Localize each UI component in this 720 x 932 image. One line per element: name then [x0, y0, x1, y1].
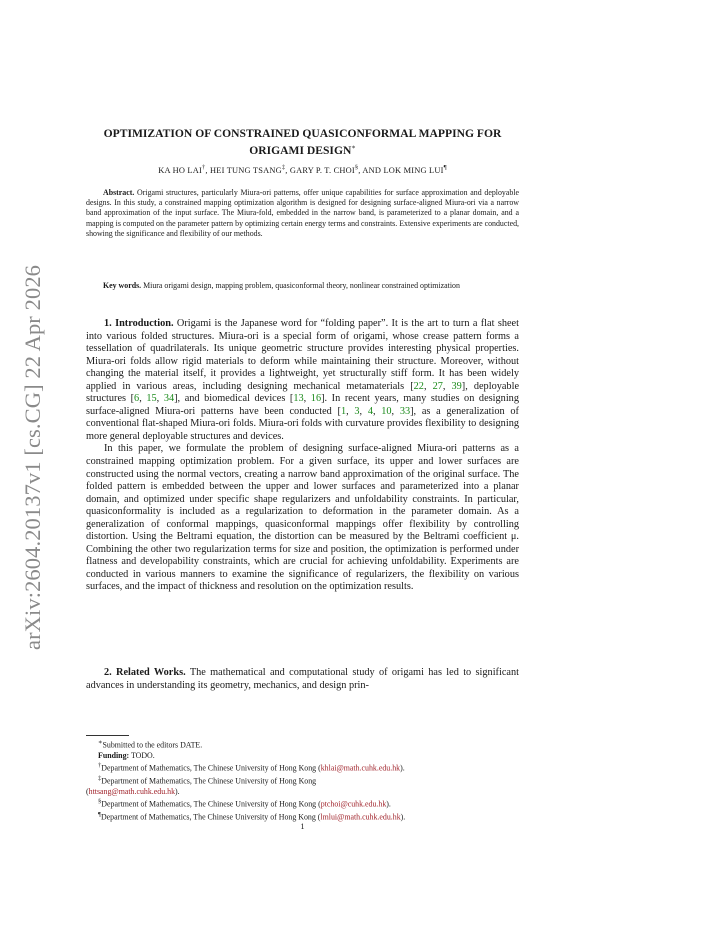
footnote-mark: ∗ [98, 739, 103, 746]
intro-text: ]. In recent years, many studies on designing surface-aligned Miura-ori patterns have been conducted [ [86, 393, 519, 417]
intro-text: ], deployable structures [ [86, 380, 520, 405]
citation-link[interactable]: 22 [413, 380, 424, 392]
author-name: LOK MING LUI [383, 165, 444, 175]
citation-link[interactable]: 10 [381, 405, 392, 417]
footnote-text: Department of Mathematics, The Chinese University of Hong Kong [101, 776, 317, 786]
author-name: HEI TUNG TSANG [210, 165, 282, 175]
citation-link[interactable]: 4 [367, 405, 373, 417]
section-heading: 2. Related Works. [104, 667, 186, 678]
footnote-text: Submitted to the editors DATE. [102, 740, 203, 750]
citation-link[interactable]: 3 [354, 405, 360, 417]
intro-paragraph-2: In this paper, we formulate the problem of designing surface-aligned Miura-ori patterns as a constrained mapping optimization problem. For a given surface, its upper and lower surfaces are constructed using the normal vectors, creating a narrow band approximation of the original surface. The folded pattern is embedded between the upper and lower surfaces and parameterized into a planar domain, and optimized under specific shape regularizers and unfoldability constraints. In particular, quasiconformality is included as a regularization to deformation in the parameter domain. As a generalization of conformal mappings, quasiconformal mappings offer flexibility by controlling distortion. Using the Beltrami equation, the distortion can be measured by the Beltrami coefficient μ. Combining the other two regularization terms for size and position, the optimization is performed under flatness and developability constraints, which are crucial for achieving unfoldability. Experiments are conducted in various manners to examine the significance of regularizers, the flexibility on various surfaces, and the impact of thickness and resolution on the optimization results. [86, 443, 519, 593]
keywords-text: Miura origami design, mapping problem, quasiconformal theory, nonlinear constrained optimization [143, 281, 460, 290]
author-line [86, 164, 519, 175]
footnote-text: Department of Mathematics, The Chinese University of Hong Kong ( [101, 763, 321, 773]
intro-text: Origami is the Japanese word for “folding paper”. It is the art to turn a flat sheet into various folded structures. Miura-ori is a special form of origami, whose crease pattern forms a tessellation of quadrilaterals. Its unique geometric structure provides interesting physical properties. Miura-ori folds allow rigid materials to deform while maintaining their structure. Moreover, without changing the material itself, it provides a lightweight, yet structurally stiff form. It has been widely applied in various areas, including designing mechanical metamaterials [ [86, 318, 519, 392]
footnote-rule [86, 735, 129, 736]
author-separator: , [205, 165, 210, 175]
intro-text: ], and biomedical devices [ [174, 393, 294, 405]
footnote-mark: † [98, 762, 102, 770]
footnote-text: Department of Mathematics, The Chinese University of Hong Kong ( [101, 799, 321, 809]
citation-link[interactable]: 6 [134, 393, 140, 405]
citation-link[interactable]: 27 [432, 380, 443, 392]
footnote-text: ). [175, 786, 180, 796]
author-name: KA HO LAI [158, 165, 202, 175]
email-link[interactable]: lmlui@math.cuhk.edu.hk [320, 812, 401, 822]
author-mark: ‡ [281, 164, 286, 171]
page-number: 1 [300, 822, 305, 831]
keywords [86, 281, 519, 291]
author-separator: , [285, 165, 290, 175]
funding-label: Funding: [98, 750, 130, 760]
footnote-mark: ‡ [98, 774, 102, 782]
footnote-text: Department of Mathematics, The Chinese University of Hong Kong ( [100, 812, 321, 822]
intro-text: ], as a generalization of conventional flat-shaped Miura-ori folds. Miura-ori folds with curvature provides flexibility to designing more general deployable structures and devices. [86, 405, 519, 442]
footnote-mark: ¶ [98, 810, 101, 818]
footnotes [86, 738, 519, 823]
citation-link[interactable]: 15 [146, 393, 157, 405]
email-link[interactable]: khlai@math.cuhk.edu.hk [320, 763, 401, 773]
author-separator: , AND [358, 165, 384, 175]
footnote-affiliation [86, 810, 519, 823]
email-link[interactable]: httsang@math.cuhk.edu.hk [88, 786, 176, 796]
related-text: The mathematical and computational study of origami has led to significant advances in understanding its geometry, mechanics, and design prin- [86, 667, 519, 691]
citation-link[interactable]: 33 [399, 405, 411, 417]
citation-link[interactable]: 16 [310, 393, 322, 405]
paper-title [86, 127, 519, 157]
footnote-text: TODO. [130, 750, 155, 760]
footnote-funding [86, 751, 519, 761]
footnote-mark: § [98, 797, 102, 805]
arxiv-identifier: arXiv:2604.20137v1 [cs.CG] 22 Apr 2026 [20, 264, 45, 650]
section-related-works [86, 667, 519, 692]
footnote-affiliation [86, 774, 519, 787]
title-footnote-mark: ∗ [351, 143, 356, 151]
author-name: GARY P. T. CHOI [289, 165, 355, 175]
footnote-continuation: (httsang@math.cuhk.edu.hk). [86, 786, 180, 796]
citation-link[interactable]: 1 [340, 405, 347, 417]
footnote-submitted [86, 738, 519, 751]
citation-link[interactable]: 39 [451, 380, 462, 392]
section-introduction [86, 318, 519, 594]
footnote-text: ). [400, 763, 405, 773]
author-mark: ¶ [443, 164, 447, 171]
abstract-label: Abstract. [103, 188, 135, 197]
footnote-affiliation [86, 761, 519, 774]
intro-paragraph-1: 1. Introduction. Origami is the Japanese word for “folding paper”. It is the art to turn a flat sheet into various folded structures. Miura-ori is a special form of origami, whose crease pattern forms a tessellation of quadrilaterals. Its unique geometric structure provides interesting physical properties. Miura-ori folds allow rigid materials to deform while maintaining their structure. Moreover, without changing the material itself, it provides a lightweight, yet structurally stiff form. It has been widely applied in various areas, including designing mechanical metamaterials [22, 27, 39], deployable structures [6, 15, 34], and biomedical devices [13, 16]. In recent years, many studies on designing surface-aligned Miura-ori patterns have been conducted [1, 3, 4, 10, 33], as a generalization of conventional flat-shaped Miura-ori folds. Miura-ori folds with curvature provides flexibility to designing more general deployable structures and devices. [86, 318, 520, 442]
email-link[interactable]: ptchoi@cuhk.edu.hk [320, 799, 387, 809]
abstract [86, 188, 519, 239]
related-paragraph [86, 667, 519, 692]
title-text: OPTIMIZATION OF CONSTRAINED QUASICONFORMAL MAPPING FOR ORIGAMI DESIGN [103, 127, 502, 157]
citation-link[interactable]: 34 [163, 393, 175, 405]
abstract-text: Origami structures, particularly Miura-ori patterns, offer unique capabilities for surface approximation and deployable designs. In this study, a constrained mapping optimization algorithm is designed for designing surface-aligned Miura-ori via a narrow band approximation of the input surface. The Miura-fold, embedded in the narrow band, is parameterized to a planar domain, and a mapping is computed on the parameter pattern by optimizing certain energy terms and constraints. Extensive experiments are conducted, showing the significance and flexibility of our methods. [86, 188, 519, 238]
author-mark: § [354, 164, 359, 171]
section-heading: 1. Introduction. [104, 318, 174, 329]
author-mark: † [201, 164, 206, 171]
footnote-text: ). [386, 799, 391, 809]
footnote-text: ). [400, 812, 406, 822]
keywords-label: Key words. [103, 281, 142, 290]
citation-link[interactable]: 13 [293, 393, 304, 405]
footnote-affiliation [86, 797, 519, 810]
